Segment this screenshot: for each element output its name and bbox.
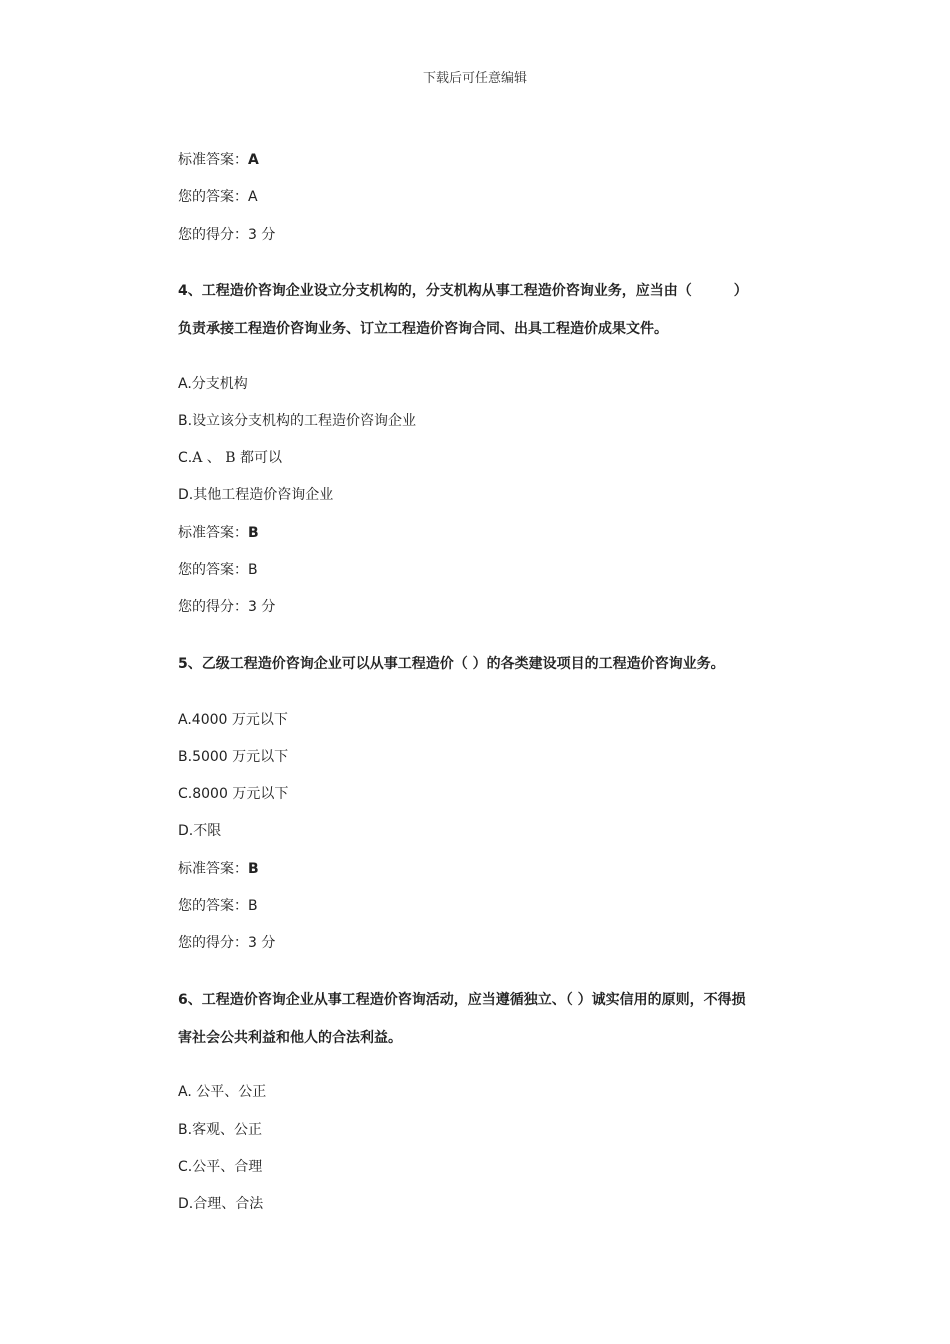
score-unit: 分 <box>261 599 276 615</box>
option-key: D. <box>178 1196 194 1212</box>
standard-answer-value: A <box>248 152 259 168</box>
option-key: C. <box>178 450 193 466</box>
option-number: 4000 <box>191 712 228 728</box>
standard-answer-label: 标准答案： <box>178 152 248 168</box>
question-5-standard-answer <box>178 860 259 878</box>
option-text: 设立该分支机构的工程造价咨询企业 <box>192 413 417 429</box>
question-4-option-d <box>178 486 333 504</box>
option-key: B. <box>178 749 193 765</box>
question-6-option-a <box>178 1083 266 1101</box>
your-answer-label: 您的答案： <box>178 189 248 205</box>
option-text: 分支机构 <box>191 376 248 392</box>
option-text: 不限 <box>193 823 222 839</box>
question-4-standard-answer <box>178 524 259 542</box>
question-6-option-b <box>178 1121 262 1139</box>
question-5-option-a <box>178 711 288 729</box>
your-answer-value: A <box>248 189 258 205</box>
question-4-option-b <box>178 412 416 430</box>
question-5-score <box>178 934 275 952</box>
option-text: 万元以下 <box>231 712 288 728</box>
standard-answer-value: B <box>248 861 259 877</box>
score-row <box>178 226 275 244</box>
option-text: 万元以下 <box>232 749 289 765</box>
option-key: B. <box>178 1122 193 1138</box>
question-5-option-c <box>178 785 288 803</box>
question-6-option-d <box>178 1195 263 1213</box>
question-6-line-1: 6、工程造价咨询企业从事工程造价咨询活动，应当遵循独立、（ ）诚实信用的原则，不得损 <box>178 992 746 1008</box>
score-label: 您的得分： <box>178 227 248 243</box>
option-key: A. <box>178 376 192 392</box>
option-key: C. <box>178 1159 193 1175</box>
option-key: B. <box>178 413 193 429</box>
option-text: 合理、合法 <box>193 1196 264 1212</box>
score-value: 3 <box>248 599 257 615</box>
option-text: 客观、公正 <box>192 1122 263 1138</box>
score-unit: 分 <box>261 227 276 243</box>
option-text: 公平、公正 <box>196 1084 267 1100</box>
question-5-option-d <box>178 822 221 840</box>
score-value: 3 <box>248 935 257 951</box>
option-key: C. <box>178 786 193 802</box>
option-number: 5000 <box>192 749 228 765</box>
standard-answer-label: 标准答案： <box>178 525 248 541</box>
page-header: 下载后可任意编辑 <box>422 71 527 86</box>
option-key: D. <box>178 823 194 839</box>
your-answer-label: 您的答案： <box>178 898 248 914</box>
option-key: D. <box>178 487 194 503</box>
score-unit: 分 <box>261 935 276 951</box>
question-4-score <box>178 598 275 616</box>
question-6-option-c <box>178 1158 262 1176</box>
your-answer-row <box>178 188 258 206</box>
standard-answer-label: 标准答案： <box>178 861 248 877</box>
option-key: A. <box>178 712 192 728</box>
score-label: 您的得分： <box>178 599 248 615</box>
your-answer-value: B <box>248 562 258 578</box>
question-5-your-answer <box>178 897 258 915</box>
standard-answer-row <box>178 151 259 169</box>
question-6-line-2: 害社会公共利益和他人的合法利益。 <box>178 1030 402 1046</box>
your-answer-value: B <box>248 898 258 914</box>
score-value: 3 <box>248 227 257 243</box>
option-text: 公平、合理 <box>192 1159 263 1175</box>
question-5-option-b <box>178 748 288 766</box>
option-number: 8000 <box>192 786 228 802</box>
option-text: A 、 B 都可以 <box>192 450 282 466</box>
option-text: 其他工程造价咨询企业 <box>193 487 334 503</box>
option-key: A. <box>178 1084 197 1100</box>
question-4-option-a <box>178 375 248 393</box>
question-4-line-2: 负责承接工程造价咨询业务、订立工程造价咨询合同、出具工程造价成果文件。 <box>178 321 668 337</box>
question-4-line-1: 4、工程造价咨询企业设立分支机构的，分支机构从事工程造价咨询业务，应当由（ ） <box>178 283 748 299</box>
score-label: 您的得分： <box>178 935 248 951</box>
option-text: 万元以下 <box>232 786 289 802</box>
question-4-your-answer <box>178 561 258 579</box>
your-answer-label: 您的答案： <box>178 562 248 578</box>
question-5-line-1: 5、乙级工程造价咨询企业可以从事工程造价（ ）的各类建设项目的工程造价咨询业务。 <box>178 656 725 672</box>
question-4-option-c <box>178 449 282 467</box>
standard-answer-value: B <box>248 525 259 541</box>
